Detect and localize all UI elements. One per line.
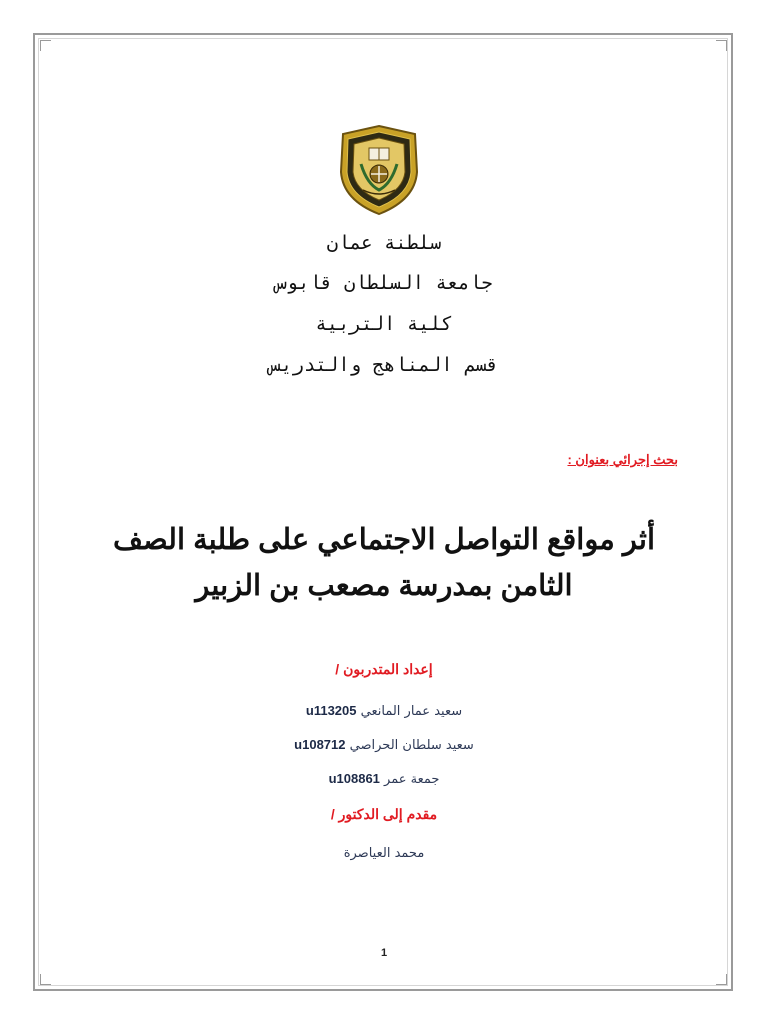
research-title-line-2: الثامن بمدرسة مصعب بن الزبير xyxy=(195,570,573,602)
prepared-by-label: إعداد المتدربون / xyxy=(335,661,433,677)
header-college: كلية التربية xyxy=(315,313,453,335)
author-name: سعيد سلطان الحراصي xyxy=(349,738,474,753)
author-id: u108712 xyxy=(294,737,346,752)
university-seal-icon xyxy=(337,124,421,216)
author-line xyxy=(40,737,728,753)
page-number: 1 xyxy=(380,947,388,959)
author-line xyxy=(40,703,728,719)
border-corner xyxy=(40,974,51,985)
presented-to-label: مقدم إلى الدكتور / xyxy=(330,806,438,822)
border-corner xyxy=(716,40,727,51)
author-name: جمعة عمر xyxy=(384,772,440,787)
header-department: قسم المناهج والتدريس xyxy=(269,354,499,376)
research-title-line-1: أثر مواقع التواصل الاجتماعي على طلبة الصف xyxy=(112,524,656,556)
author-id: u113205 xyxy=(305,703,357,718)
author-id: u108861 xyxy=(328,771,380,786)
supervisor-name: محمد العياصرة xyxy=(343,846,425,861)
research-label: بحث إجرائي بعنوان : xyxy=(567,452,678,467)
author-line xyxy=(40,771,728,787)
border-corner xyxy=(716,974,727,985)
header-university: جامعة السلطان قابوس xyxy=(275,272,493,294)
author-name: سعيد عمار المانعي xyxy=(360,704,463,719)
border-corner xyxy=(40,40,51,51)
header-country: سلطنة عمان xyxy=(326,232,442,254)
